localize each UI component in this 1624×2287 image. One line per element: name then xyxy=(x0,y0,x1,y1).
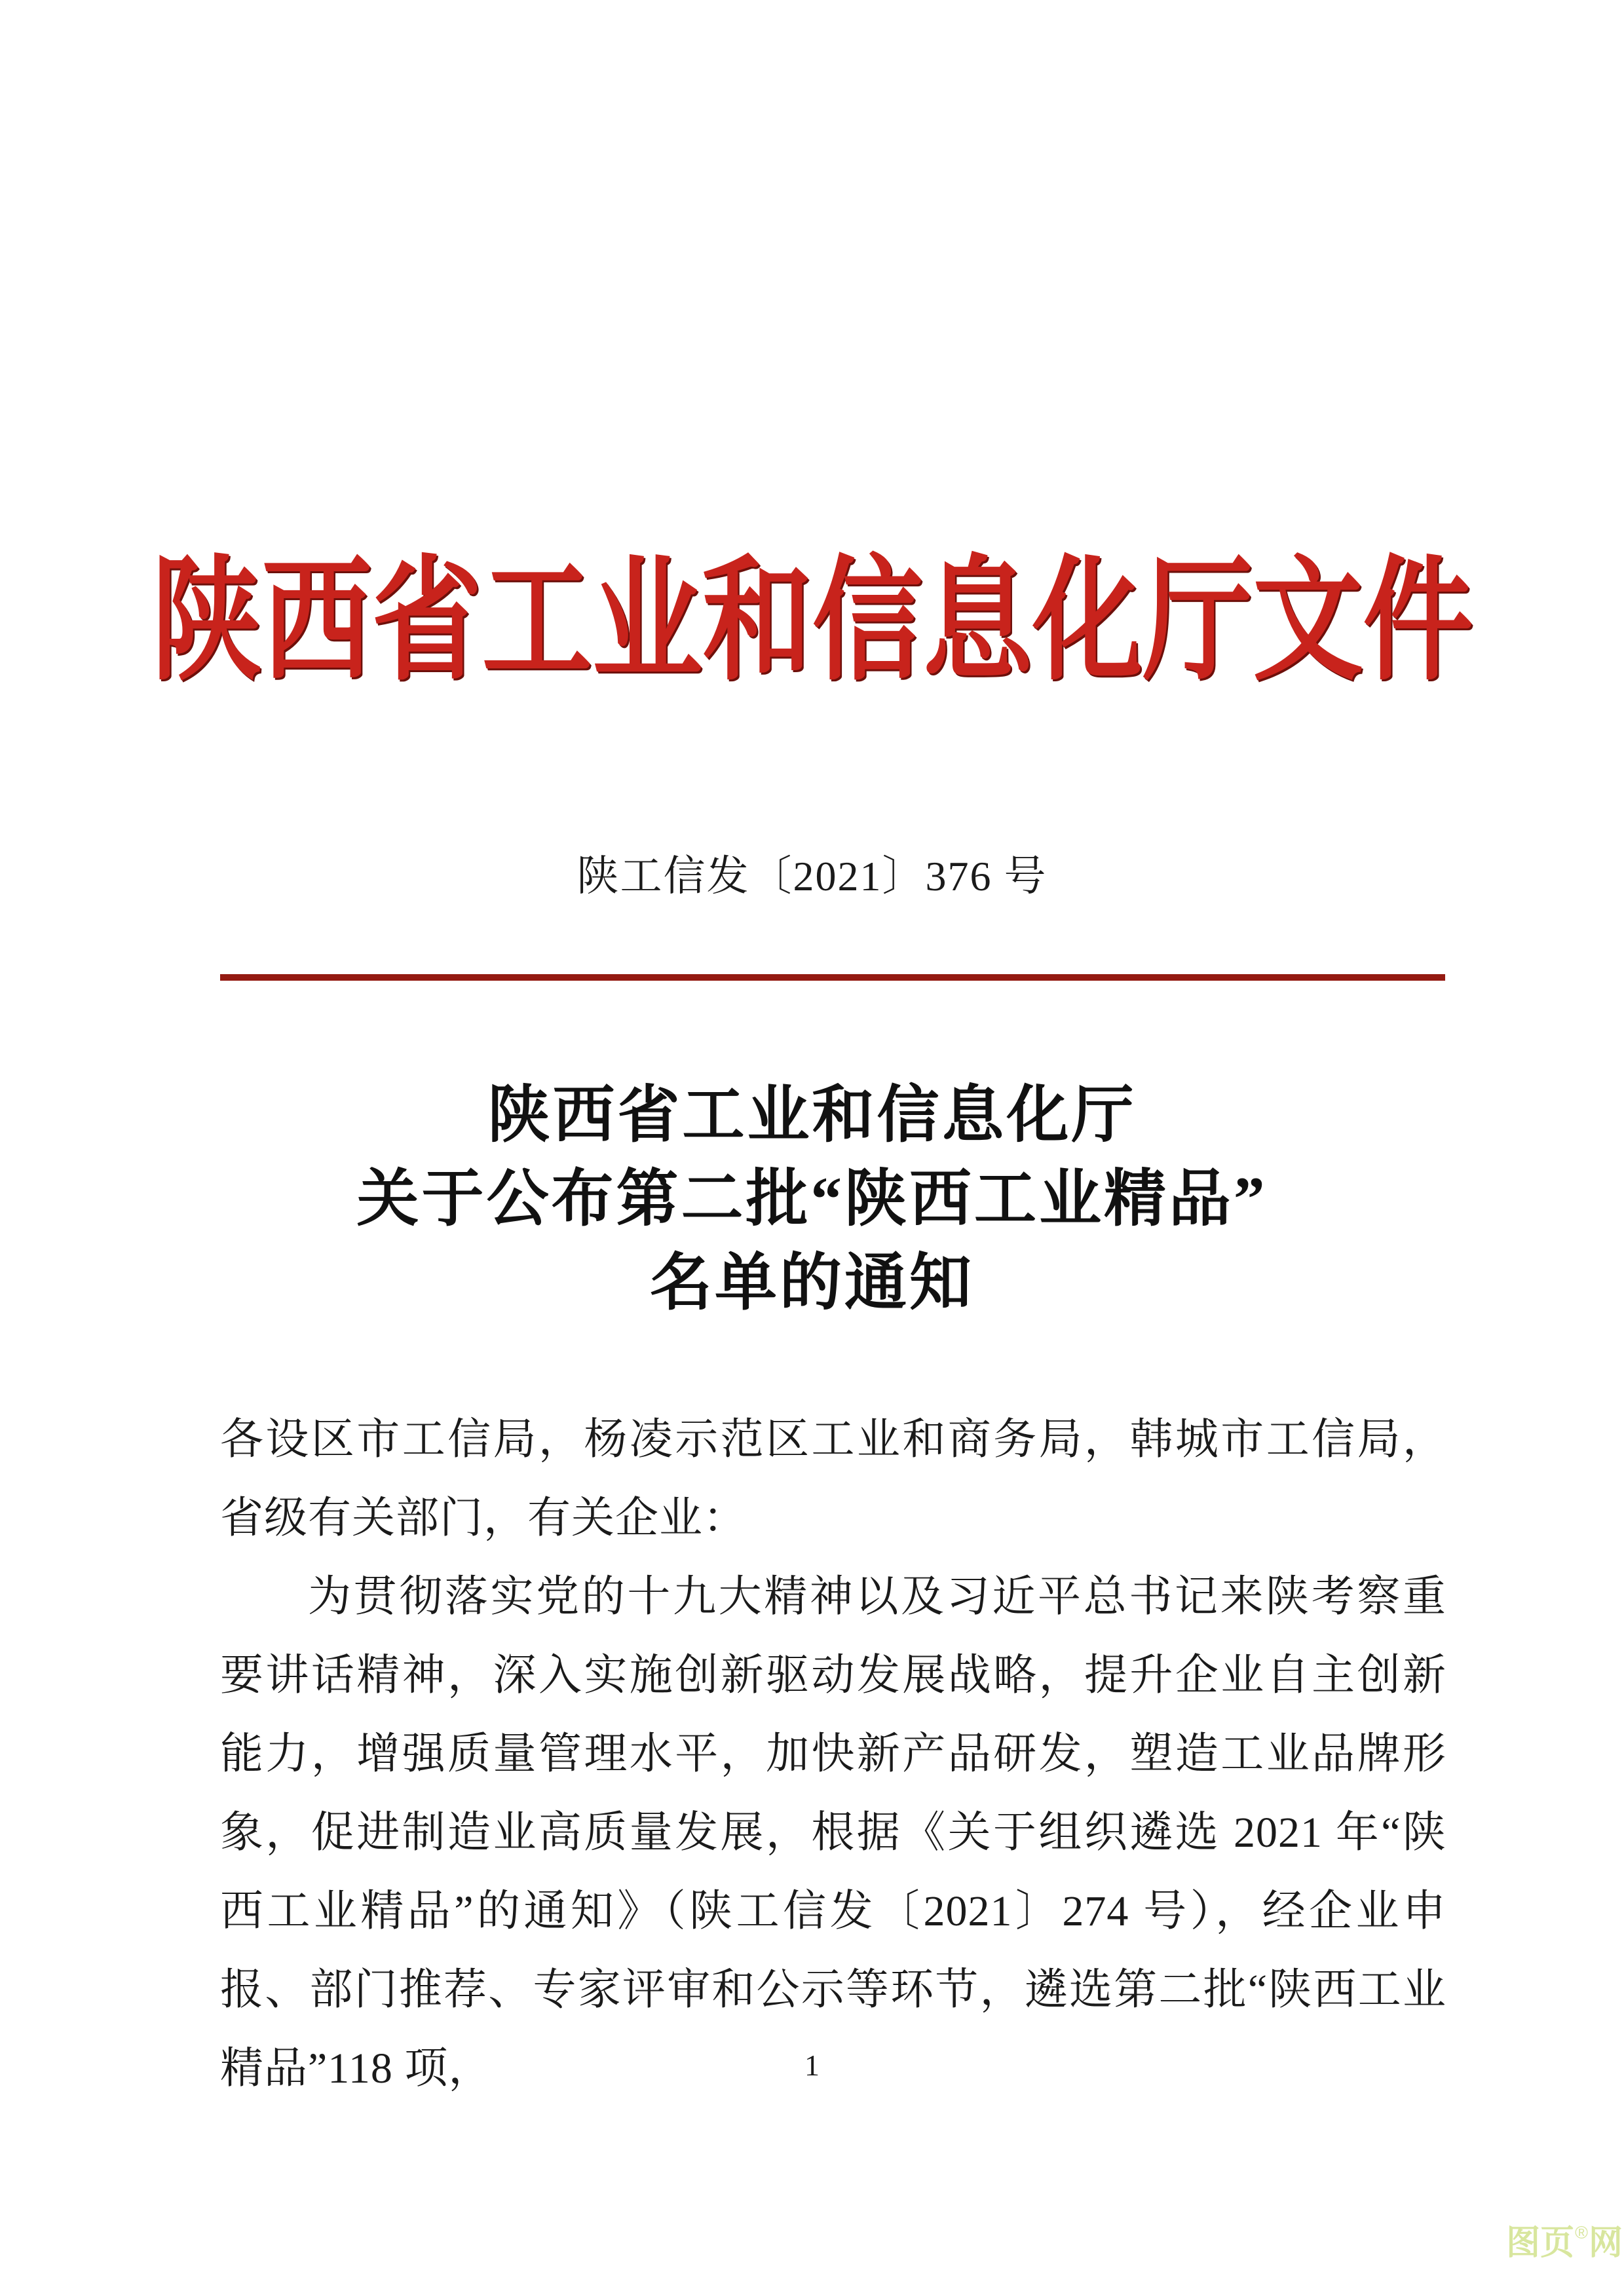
document-body xyxy=(220,1401,1446,2108)
registered-trademark-icon: ® xyxy=(1575,2223,1588,2242)
red-divider-rule xyxy=(220,974,1445,981)
recipients-paragraph: 各设区市工信局，杨凌示范区工业和商务局，韩城市工信局，省级有关部门，有关企业： xyxy=(220,1416,1446,1542)
document-number: 陕工信发〔2021〕376 号 xyxy=(576,853,1048,899)
page-number: 1 xyxy=(804,2049,820,2082)
notice-title-line-3: 名单的通知 xyxy=(649,1248,974,1317)
watermark-logo xyxy=(1506,2223,1623,2262)
watermark-prefix: 图页 xyxy=(1506,2224,1575,2262)
letterhead-title-text: 陕西省工业和信息化厅文件 xyxy=(151,548,1473,696)
notice-title-line-2: 关于公布第二批“陕西工业精品” xyxy=(356,1164,1268,1234)
watermark-suffix: 网 xyxy=(1588,2224,1623,2262)
notice-title-line-1: 陕西省工业和信息化厅 xyxy=(487,1080,1137,1150)
body-paragraph: 为贯彻落实党的十九大精神以及习近平总书记来陕考察重要讲话精神，深入实施创新驱动发展战略，提升企业自主创新能力，增强质量管理水平，加快新产品研发，塑造工业品牌形象，促进制造业高质量发展，根据《关于组织遴选 2021 年“陕西工业精品”的通知》（陕工信发〔2021〕274 号），经企业申报、部门推荐、专家评审和公示等环节，遴选第二批“陕西工业精品”118 项， xyxy=(220,1573,1446,2092)
notice-title xyxy=(0,1073,1624,1325)
letterhead-title xyxy=(0,548,1624,696)
